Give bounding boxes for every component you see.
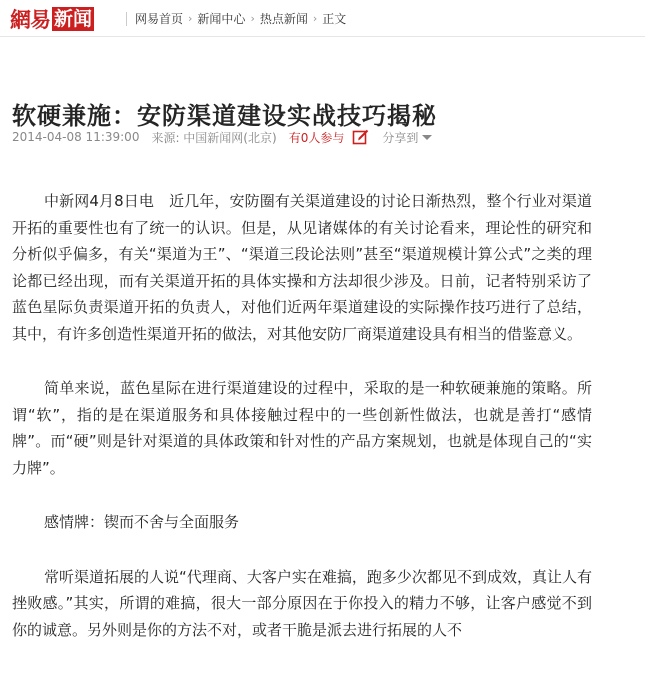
participation-link[interactable] [289,129,345,146]
top-nav-bar [0,0,645,37]
article-subheading: 感情牌：锲而不舍与全面服务 [44,513,240,531]
breadcrumb-separator: › [312,12,318,25]
article-paragraph: 简单来说，蓝色星际在进行渠道建设的过程中，采取的是一种软硬兼施的策略。所谓“软”，指的是在渠道服务和具体接触过程中的一些创新性做法，也就是善打“感情牌”。而“硬”则是针对渠道的具体政策和针对性的产品方案规划，也就是体现自己的“实力牌”。 [12,379,592,477]
share-dropdown[interactable] [382,129,432,146]
participation-count: 0人参与 [300,130,345,145]
breadcrumb-news-center-link[interactable]: 新闻中心 [197,12,246,26]
share-label: 分享到 [382,130,419,145]
logo-news-tag: 新闻 [54,8,93,30]
article-body [12,188,592,671]
netease-news-logo[interactable] [10,6,94,32]
article-source[interactable]: 来源: 中国新闻网(北京) [151,130,277,145]
comment-edit-icon[interactable] [352,128,370,146]
breadcrumb-home-link[interactable]: 网易首页 [135,12,184,26]
breadcrumb-current: 正文 [322,12,347,26]
publish-date: 2014-04-08 11:39:00 [12,130,140,144]
article-meta [12,128,432,146]
breadcrumb-divider [126,12,127,26]
breadcrumb-hot-news-link[interactable]: 热点新闻 [259,12,308,26]
chevron-down-icon [422,135,432,140]
participation-prefix: 有 [288,130,301,145]
breadcrumb-separator: › [188,12,193,25]
article-paragraph: 中新网4月8日电 近几年，安防圈有关渠道建设的讨论日渐热烈，整个行业对渠道开拓的重要性也有了统一的认识。但是，从见诸媒体的有关讨论看来，理论性的研究和分析似乎偏多，有关“渠道为王”、“渠道三段论法则”甚至“渠道规模计算公式”之类的理论都已经出现，而有关渠道开拓的具体实操和方法却很少涉及。日前，记者特别采访了蓝色星际负责渠道开拓的负责人，对他们近两年渠道建设的实际操作技巧进行了总结，其中，有许多创造性渠道开拓的做法，对其他安防厂商渠道建设具有相当的借鉴意义。 [12,192,592,343]
breadcrumb-separator: › [250,12,255,25]
logo-brand-text: 網易 [10,7,50,32]
breadcrumb [126,10,346,27]
article-title: 软硬兼施：安防渠道建设实战技巧揭秘 [12,101,437,131]
article-paragraph: 常听渠道拓展的人说“代理商、大客户实在难搞，跑多少次都见不到成效，真让人有挫败感。”其实，所谓的难搞，很大一部分原因在于你投入的精力不够，让客户感觉不到你的诚意。另外则是你的方法不对，或者干脆是派去进行拓展的人不 [12,567,592,639]
